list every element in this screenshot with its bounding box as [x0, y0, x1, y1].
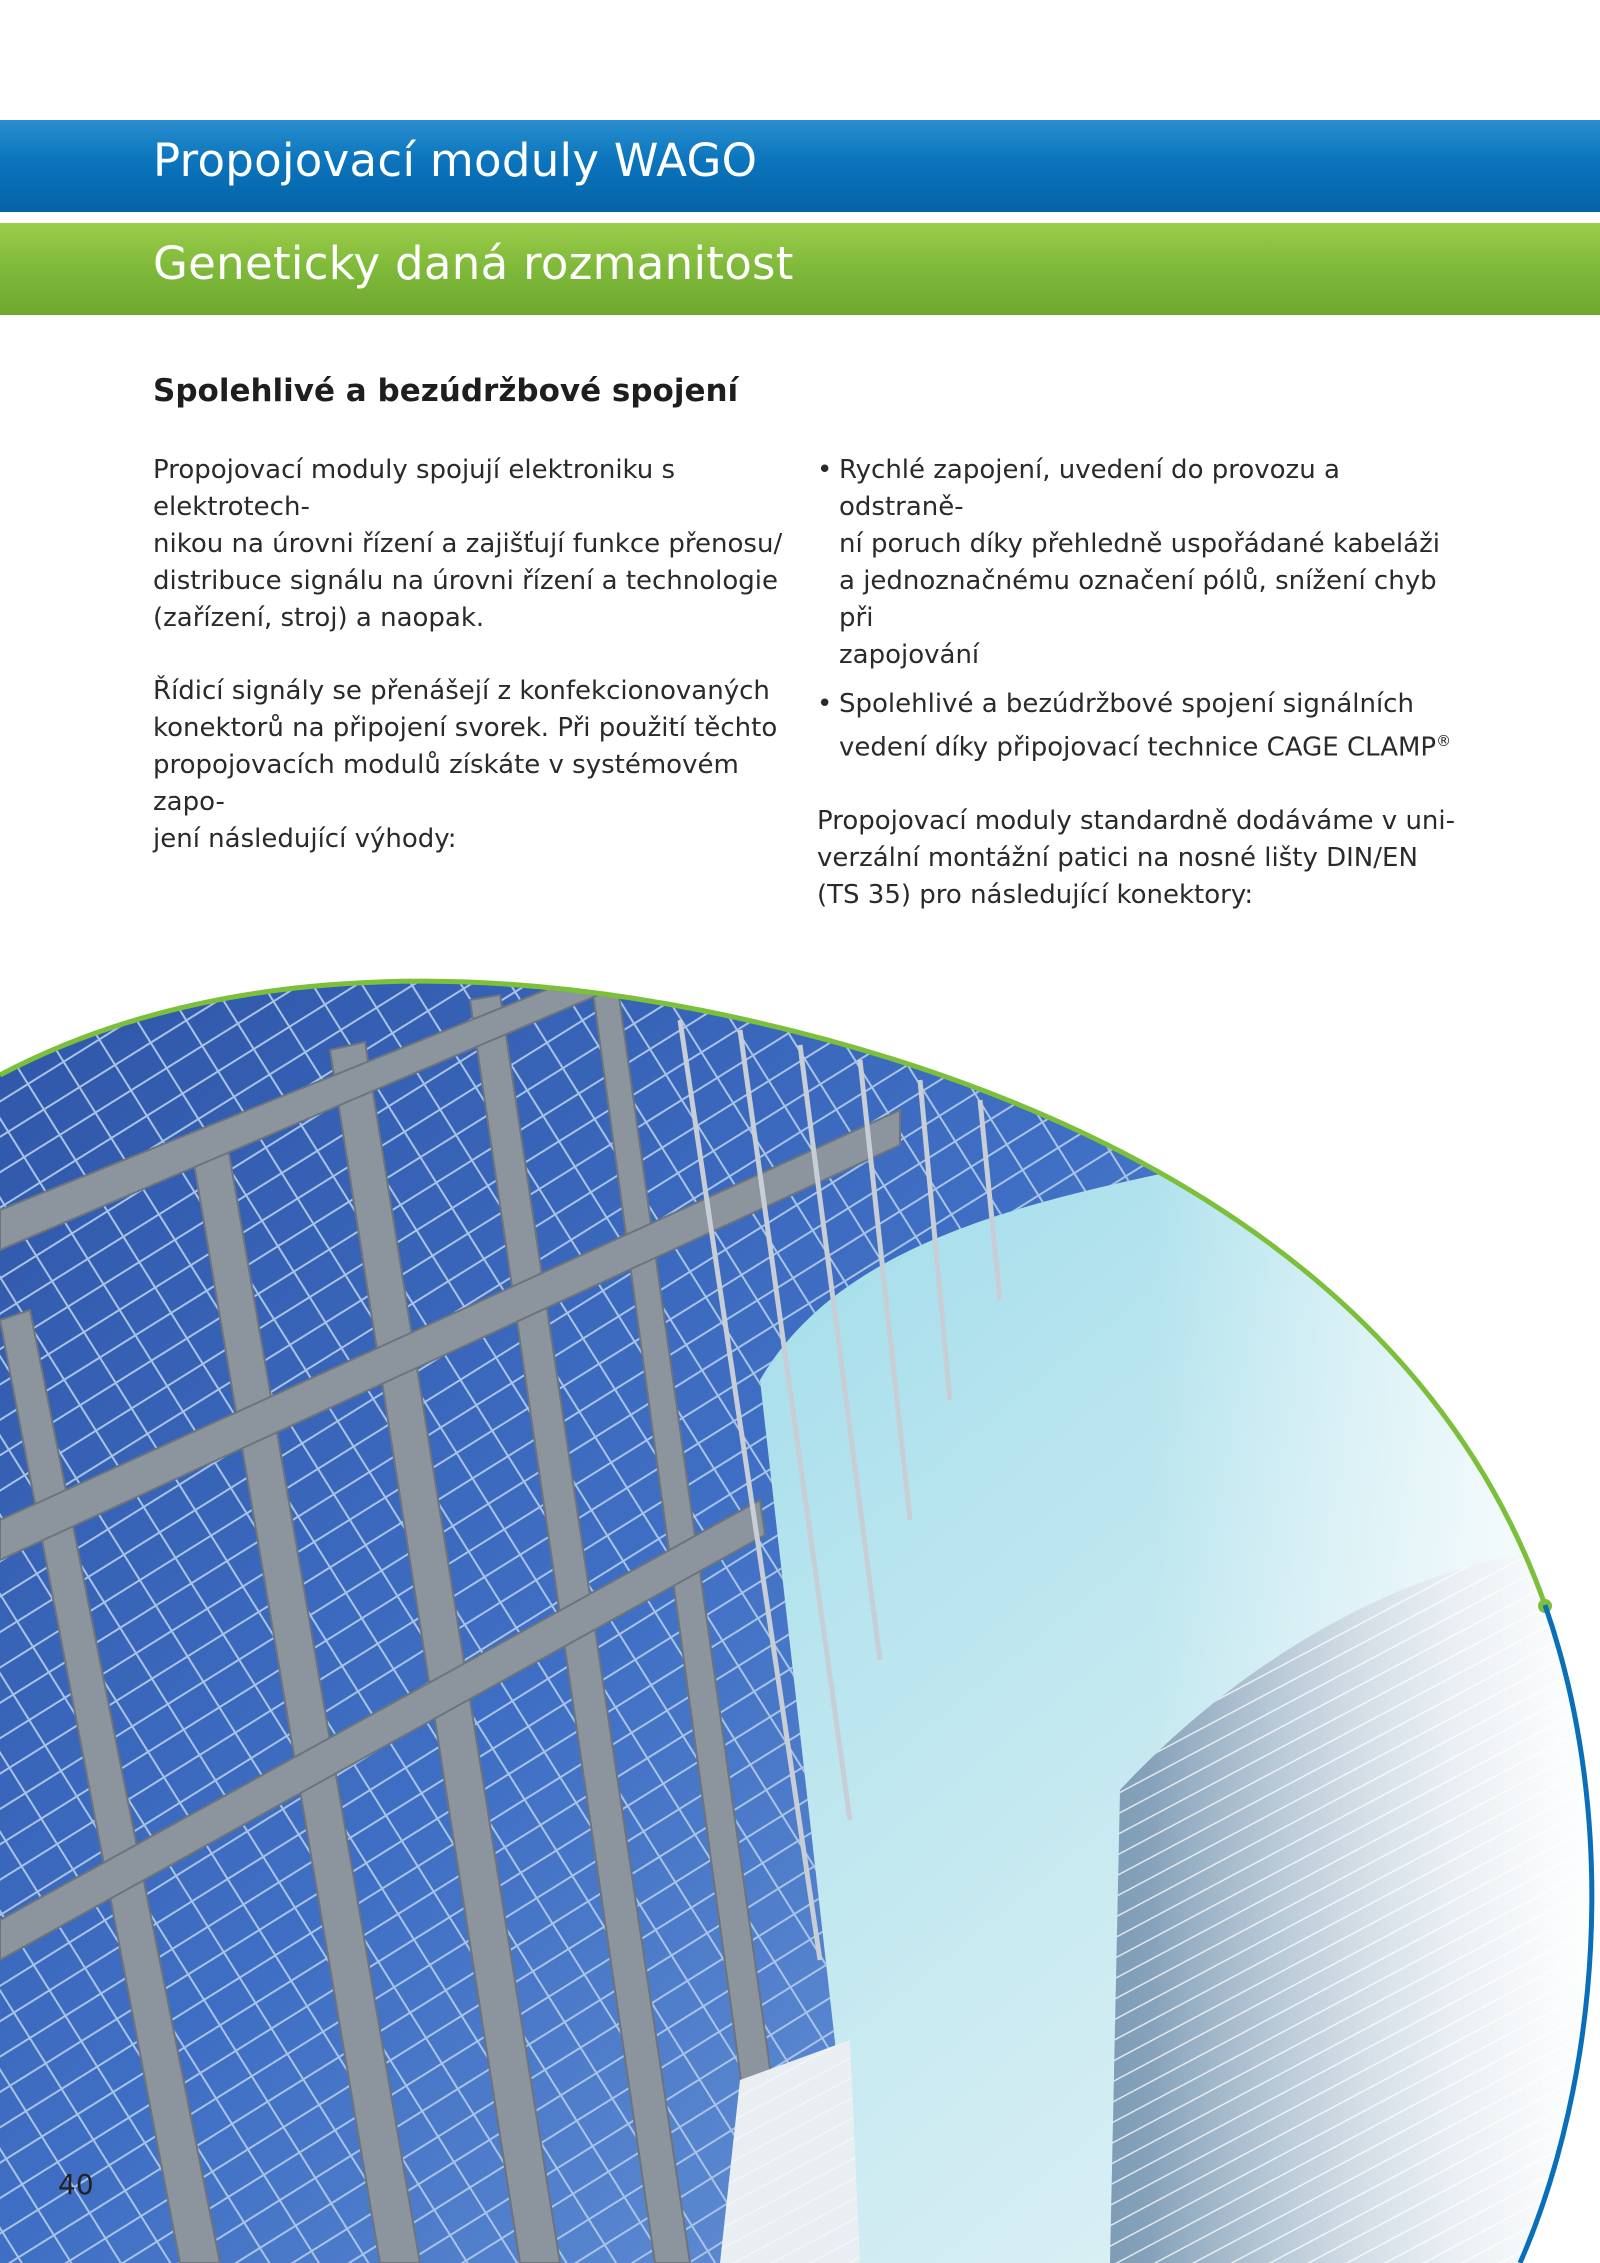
list-item-text: Rychlé zapojení, uvedení do provozu a odstraně- ní poruch díky přehledně uspořádané kabeláži a jednoznačnému označení pólů, snížení chyb při zapojování	[839, 455, 1440, 670]
connectors-paragraph: Propojovací moduly standardně dodáváme v uni- verzální montážní patici na nosné lišty DIN/EN (TS 35) pro následující konektory:	[817, 805, 1456, 910]
left-column	[153, 452, 793, 858]
section-heading: Spolehlivé a bezúdržbové spojení	[153, 373, 739, 409]
intro-paragraph: Propojovací moduly spojují elektroniku s elektrotech- nikou na úrovni řízení a zajišťují funkce přenosu/ distribuce signálu na úrovni řízení a technologie (zařízení, stroj) a naopak.	[153, 455, 783, 633]
page-title: Propojovací moduly WAGO	[153, 134, 758, 187]
page-number: 40	[58, 2168, 94, 2201]
list-item	[817, 686, 1457, 767]
right-column	[817, 452, 1457, 914]
title-band	[0, 120, 1600, 212]
advantages-list	[817, 452, 1457, 767]
list-item	[817, 452, 1457, 674]
skyscraper-photo	[0, 960, 1600, 2263]
registered-mark: ®	[1436, 732, 1452, 750]
signals-paragraph: Řídicí signály se přenášejí z konfekcionovaných konektorů na připojení svorek. Při použití těchto propojovacích modulů získáte v systémovém zapo- jení následující výhody:	[153, 676, 778, 854]
list-item-text: Spolehlivé a bezúdržbové spojení signálních vedení díky připojovací technice CAGE CLAMP	[839, 689, 1437, 763]
page-subtitle: Geneticky daná rozmanitost	[153, 237, 794, 290]
subtitle-band	[0, 223, 1600, 315]
